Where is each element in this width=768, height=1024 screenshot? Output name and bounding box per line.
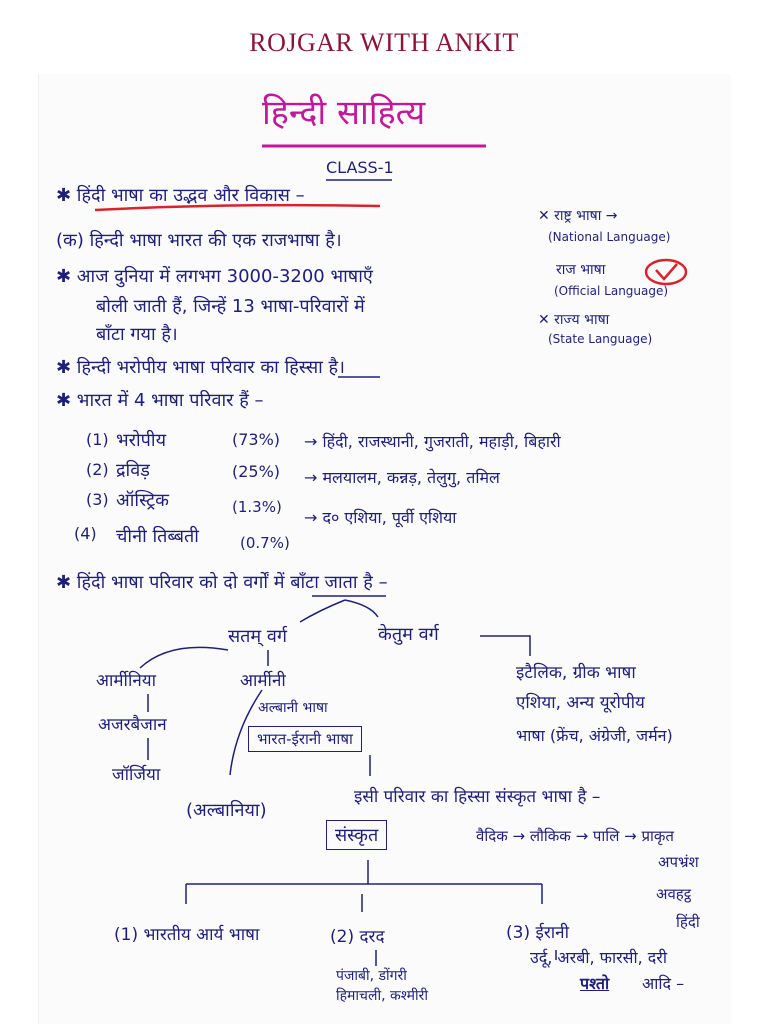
family-pct: (0.7%) (240, 534, 290, 552)
pashto: पश्तो (580, 974, 610, 993)
family-num: (3) (86, 490, 109, 509)
family-name: चीनी तिब्बती (116, 526, 199, 547)
avahatth: अवहट्ठ (656, 885, 692, 903)
hindi-end: हिंदी (676, 913, 700, 931)
family-name: द्रविड़ (116, 460, 150, 481)
apabhransh: अपभ्रंश (658, 853, 699, 871)
branch-darad: (2) दरद (330, 927, 385, 947)
family-name: भरोपीय (116, 430, 167, 451)
albania: (अल्बानिया) (186, 800, 267, 821)
family-pct: (1.3%) (232, 498, 282, 516)
himachali-kashmiri: हिमाचली, कश्मीरी (336, 988, 429, 1004)
armenia: आर्मीनिया (96, 671, 157, 691)
family-pct: (25%) (232, 462, 281, 481)
isi-parivar: इसी परिवार का हिस्सा संस्कृत भाषा है – (354, 787, 601, 807)
vedic-chain: वैदिक → लौकिक → पालि → प्राकृत (476, 827, 674, 845)
line-star1c: बाँटा गया है। (96, 324, 178, 345)
family-langs: → द० एशिया, पूर्वी एशिया (304, 508, 457, 527)
branch-bharatiya: (1) भारतीय आर्य भाषा (114, 925, 260, 945)
note-state-en: (State Language) (548, 332, 653, 346)
note-national-en: (National Language) (548, 230, 671, 244)
line-star2: ✱ हिन्दी भरोपीय भाषा परिवार का हिस्सा है। (56, 357, 345, 378)
satam-varg: सतम् वर्ग (228, 626, 288, 647)
family-pct: (73%) (232, 430, 281, 449)
family-num: (2) (86, 460, 109, 479)
sanskrit-box: संस्कृत (326, 820, 387, 850)
line-ka: (क) हिन्दी भाषा भारत की एक राजभाषा है। (56, 230, 342, 251)
note-official-en: (Official Language) (554, 284, 669, 298)
asia-european: एशिया, अन्य यूरोपीय (516, 693, 645, 713)
line-star1b: बोली जाती हैं, जिन्हें 13 भाषा-परिवारों में (96, 296, 365, 317)
albani-bhasha: अल्बानी भाषा (258, 700, 328, 716)
check-circle-icon (646, 260, 686, 284)
class-label: CLASS-1 (326, 158, 394, 177)
check-mark-icon (656, 264, 677, 279)
azerbaijan: अजरबैजान (98, 715, 167, 735)
note-official: राज भाषा (556, 262, 606, 278)
branch-irani: (3) ईरानी (506, 923, 570, 943)
family-num: (4) (74, 524, 97, 543)
kentum-varg: केतुम वर्ग (378, 624, 439, 645)
line-star1a: ✱ आज दुनिया में लगभग 3000-3200 भाषाएँ (56, 266, 373, 287)
notes-title: हिन्दी साहित्य (262, 93, 426, 133)
family-langs: → हिंदी, राजस्थानी, गुजराती, महाड़ी, बिहारी (304, 432, 561, 451)
italic-greek: इटैलिक, ग्रीक भाषा (516, 663, 636, 683)
note-national: ✕ राष्ट्र भाषा → (538, 208, 618, 224)
bharat-irani-box: भारत-ईरानी भाषा (248, 726, 362, 752)
split-line: ✱ हिंदी भाषा परिवार को दो वर्गों में बाँटा जाता है – (56, 572, 388, 593)
georgia: जॉर्जिया (112, 765, 161, 785)
punjabi-dongri: पंजाबी, डोंगरी (336, 968, 407, 984)
aadi: आदि – (642, 974, 685, 993)
bhasha-french: भाषा (फ्रेंच, अंग्रेजी, जर्मन) (516, 726, 673, 745)
family-name: ऑस्ट्रिक (116, 490, 169, 511)
family-langs: → मलयालम, कन्नड़, तेलुगु, तमिल (304, 468, 500, 487)
section-heading: ✱ हिंदी भाषा का उद्भव और विकास – (56, 185, 305, 206)
note-state: ✕ राज्य भाषा (538, 312, 610, 328)
urdu-arabi: उर्दू, अरबी, फारसी, दरी (530, 948, 667, 967)
line-star3: ✱ भारत में 4 भाषा परिवार हैं – (56, 390, 264, 411)
family-num: (1) (86, 430, 109, 449)
armeni: आर्मीनी (240, 671, 286, 691)
page-header: ROJGAR WITH ANKIT (249, 28, 519, 57)
